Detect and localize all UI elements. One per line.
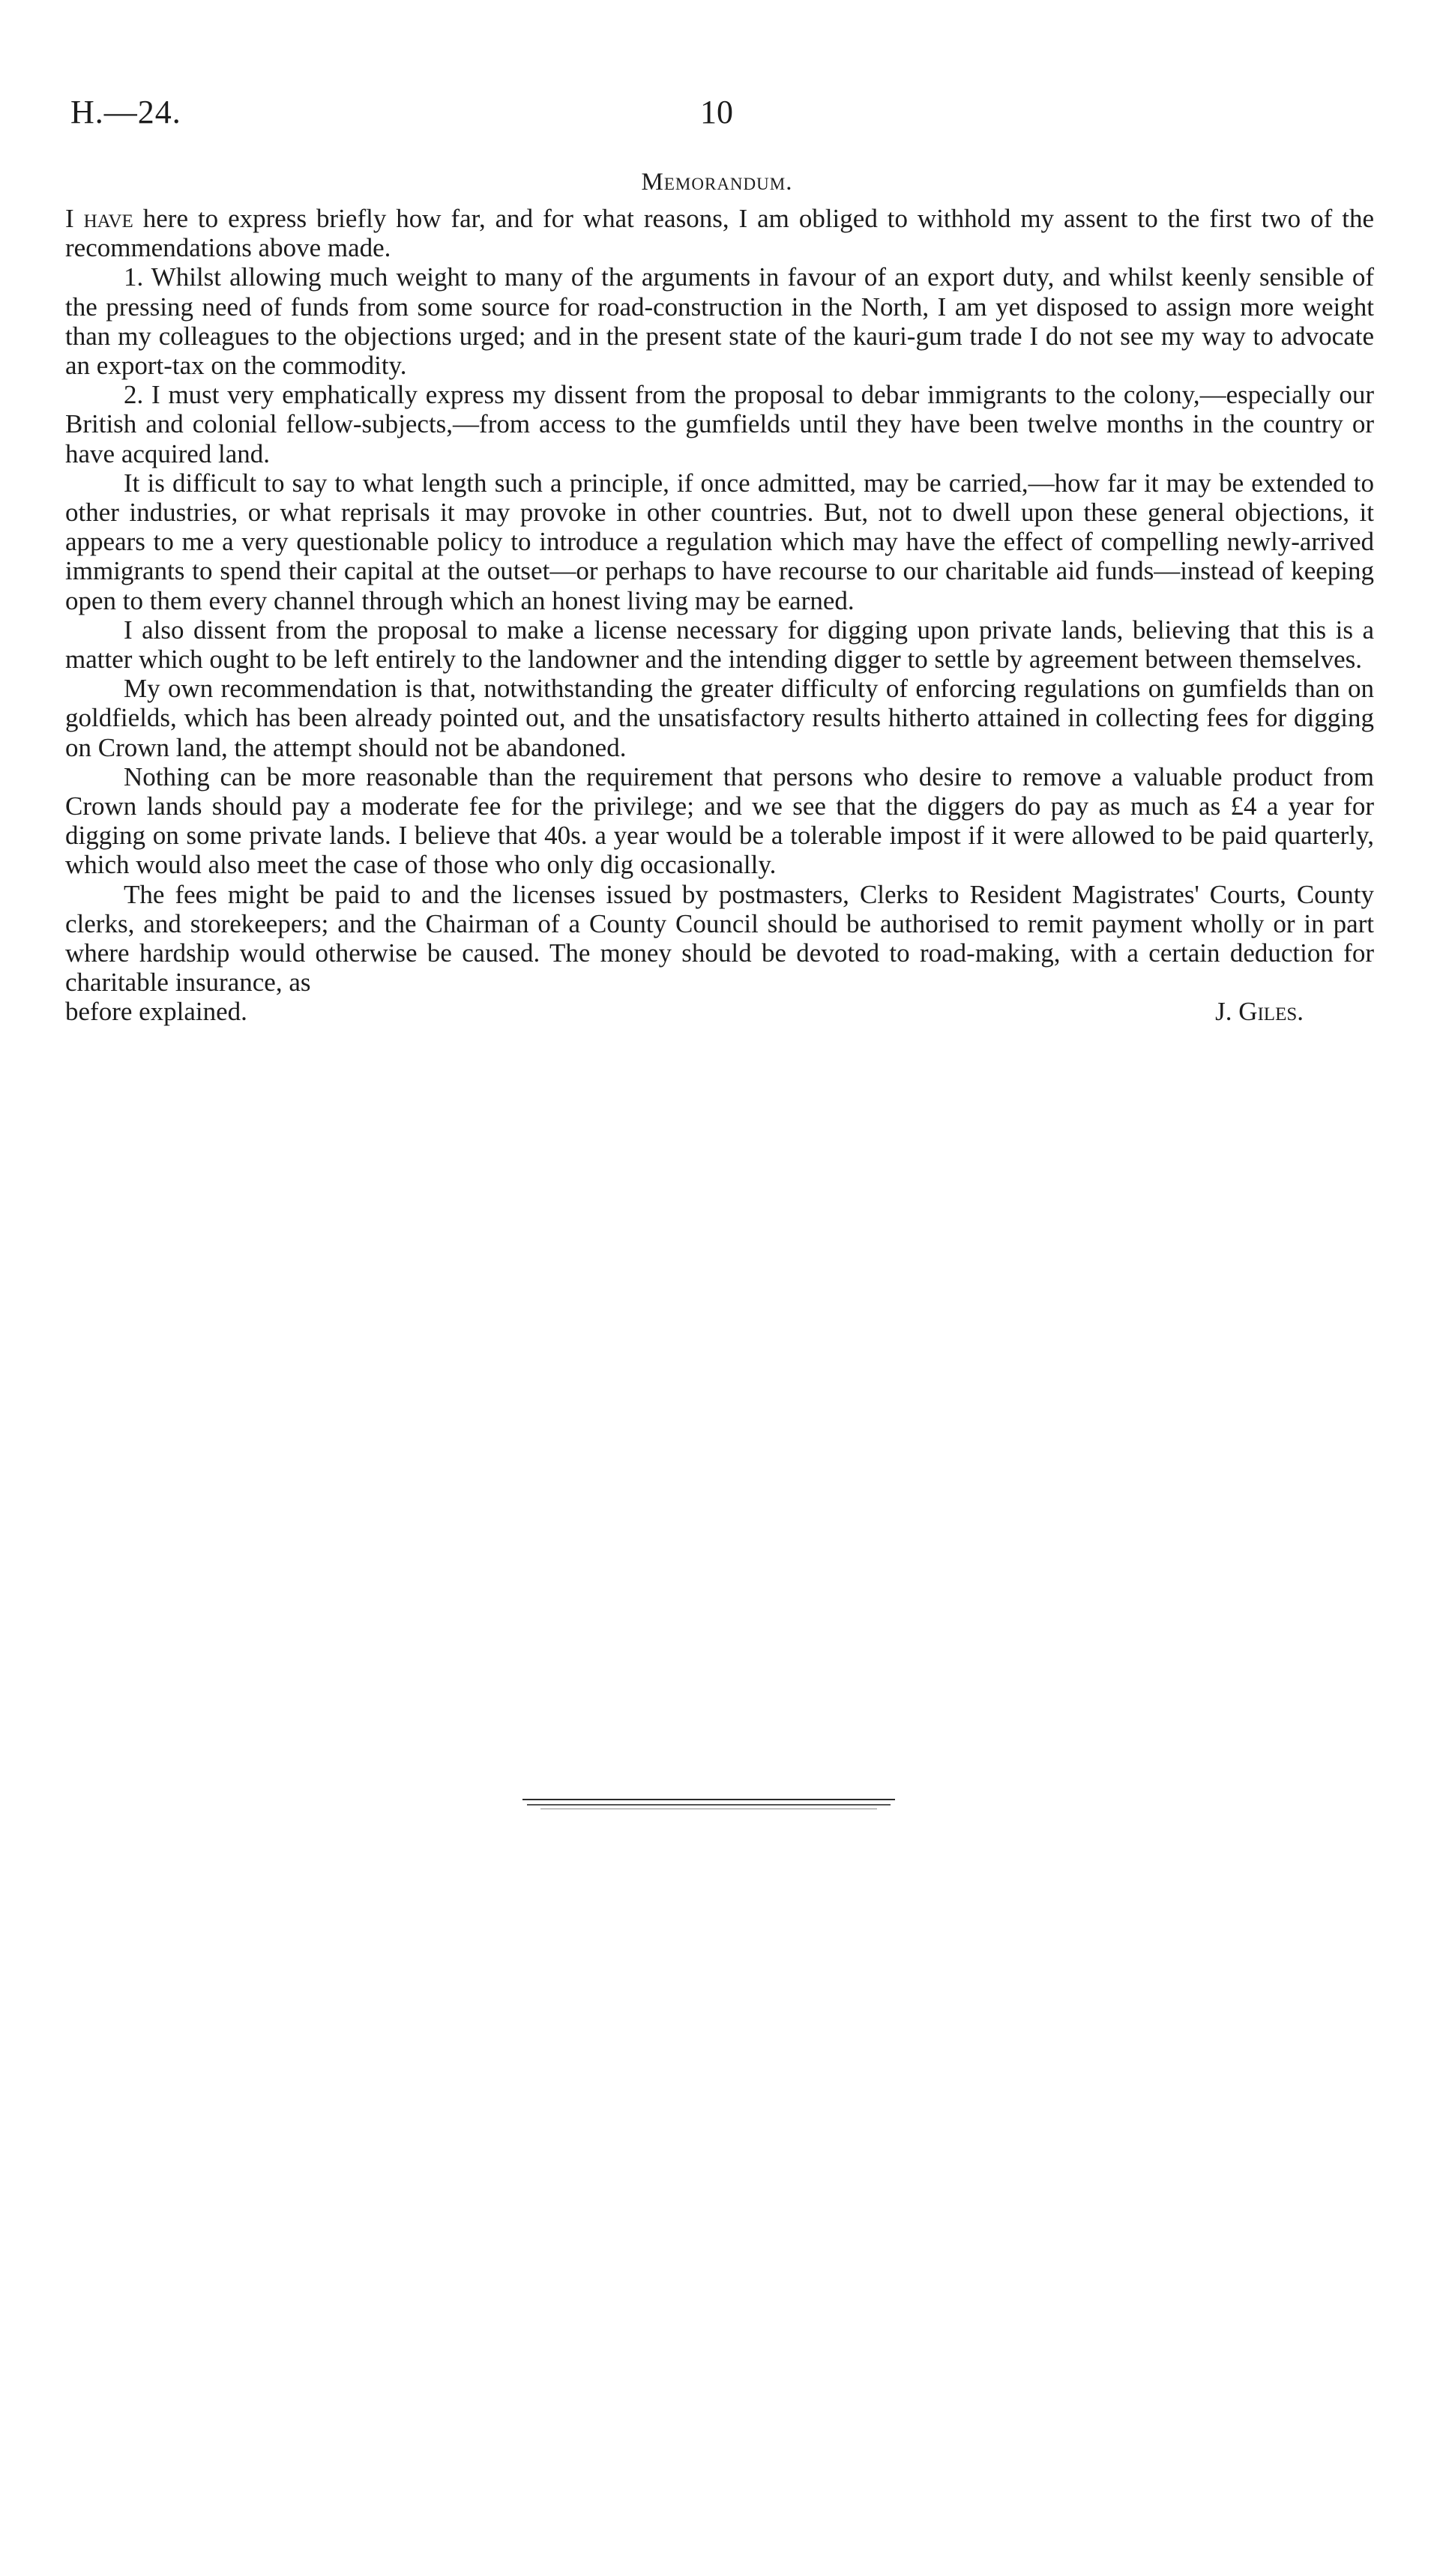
paragraph-fees: Nothing can be more reasonable than the requirement that persons who desire to remove a valuable product from Crown lands should pay a moderate fee for the privilege; and we see that the diggers do pay as much as £4 a year for digging on some private lands. I believe that 40s. a year would be a tolerable impost if it were allowed to be paid quarterly, which would also meet the case of those who only dig occasionally. xyxy=(65,761,1374,880)
memorandum-title: Memorandum. xyxy=(641,169,793,196)
section-divider xyxy=(522,1799,895,1809)
intro-text: here to express briefly how far, and for what reasons, I am obliged to withhold my assent to the first two of the recommendations above made. xyxy=(65,204,1374,263)
signature xyxy=(1215,997,1374,1026)
paragraph-private-lands: I also dissent from the proposal to make a license necessary for digging upon private lands, believing that this is a matter which ought to be left entirely to the landowner and the intending digger to settle by agreement between themselves. xyxy=(65,615,1374,675)
signoff-row xyxy=(65,997,1374,1026)
intro-paragraph xyxy=(65,204,1374,262)
intro-lead: I have xyxy=(65,204,133,233)
page-number: 10 xyxy=(700,94,733,130)
document-code: H.—24. xyxy=(70,94,181,130)
signature-initial: J. xyxy=(1215,997,1239,1027)
memorandum-body xyxy=(65,204,1374,1027)
paragraph-export-duty: 1. Whilst allowing much weight to many of the arguments in favour of an export duty, and whilst keenly sensible of the pressing need of funds from some source for road-construction in the North, I am yet disposed to assign more weight than my colleagues to the objections urged; and in the present state of the kauri-gum trade I do not see my way to advocate an export-tax on the commodity. xyxy=(65,262,1374,381)
paragraph-licenses: The fees might be paid to and the licenses issued by postmasters, Clerks to Resident Magistrates' Courts, County clerks, and storekeepers; and the Chairman of a County Council should be authorised to remit payment wholly or in part where hardship would otherwise be caused. The money should be devoted to road-making, with a certain deduction for charitable insurance, as xyxy=(65,879,1374,998)
paragraph-principle: It is difficult to say to what length such a principle, if once admitted, may be carried,—how far it may be extended to other industries, or what reprisals it may provoke in other countries. But, not to dwell upon these general objections, it appears to me a very questionable policy to introduce a regulation which may have the effect of compelling newly-arrived immigrants to spend their capital at the outset—or perhaps to have recourse to our charitable aid funds—instead of keeping open to them every channel through which an honest living may be earned. xyxy=(65,468,1374,615)
closing-text: before explained. xyxy=(65,997,247,1027)
paragraph-recommendation: My own recommendation is that, notwithstanding the greater difficulty of enforcing regulations on gumfields than on goldfields, which has been already pointed out, and the unsatisfactory results hitherto attained in collecting fees for digging on Crown land, the attempt should not be abandoned. xyxy=(65,674,1374,762)
divider-rule-middle xyxy=(527,1804,891,1806)
divider-rule-top xyxy=(522,1799,895,1800)
paragraph-immigrants: 2. I must very emphatically express my dissent from the proposal to debar immigrants to the colony,—especially our British and colonial fellow-subjects,—from access to the gumfields until they have been twelve months in the country or have acquired land. xyxy=(65,380,1374,468)
signature-surname: Giles. xyxy=(1238,997,1304,1027)
